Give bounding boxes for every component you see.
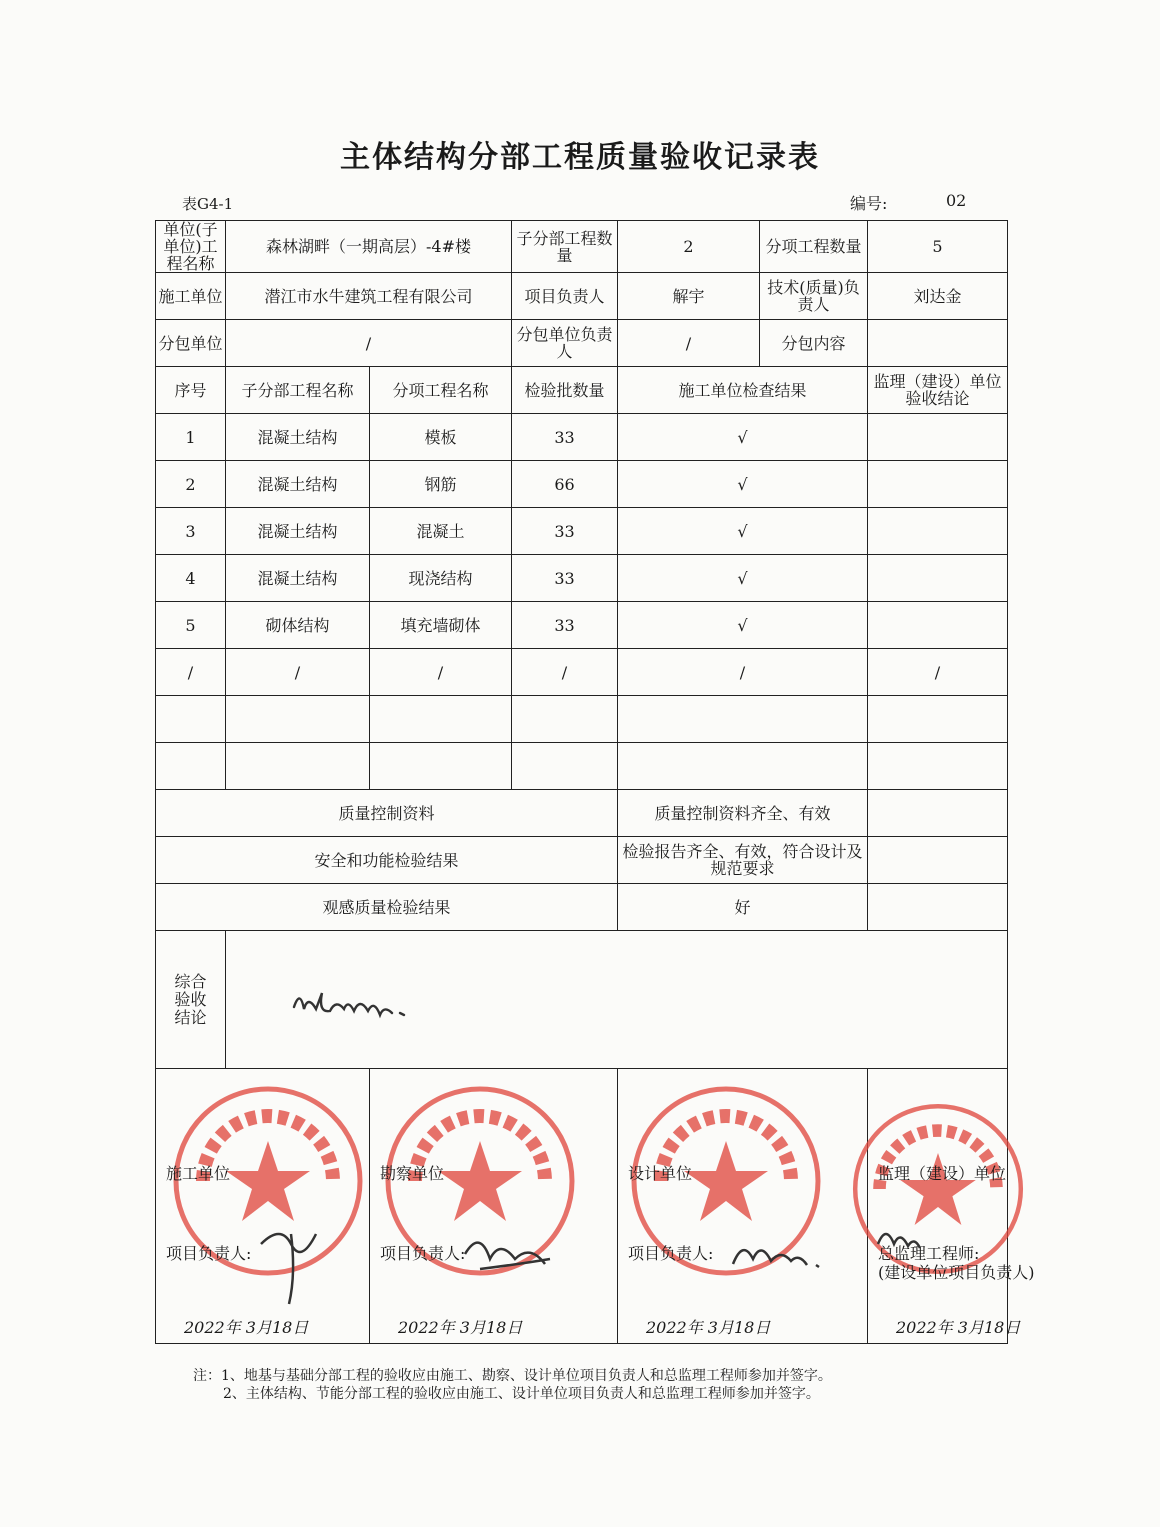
row-item: 模板 bbox=[370, 414, 512, 461]
tech-leader-label: 技术(质量)负责人 bbox=[760, 273, 868, 320]
acceptance-table bbox=[155, 220, 1035, 1344]
row-item bbox=[370, 743, 512, 790]
conclusion-row bbox=[156, 931, 1008, 1069]
row-sub-division: / bbox=[226, 649, 370, 696]
row-result: / bbox=[618, 649, 868, 696]
handwritten-conclusion-signature bbox=[284, 977, 484, 1027]
row-sub-division: 混凝土结构 bbox=[226, 414, 370, 461]
table-row bbox=[156, 696, 1008, 743]
row-item: 填充墙砌体 bbox=[370, 602, 512, 649]
row-conclusion bbox=[868, 461, 1008, 508]
row-sub-division: 混凝土结构 bbox=[226, 555, 370, 602]
subcontract-content-label: 分包内容 bbox=[760, 320, 868, 367]
row-batches: 66 bbox=[512, 461, 618, 508]
table-row bbox=[156, 602, 1008, 649]
table-row bbox=[156, 555, 1008, 602]
col-header-batches: 检验批数量 bbox=[512, 367, 618, 414]
row-no: / bbox=[156, 649, 226, 696]
page-title: 主体结构分部工程质量验收记录表 bbox=[340, 140, 820, 175]
table-row bbox=[156, 649, 1008, 696]
construction-unit-value: 潜江市水牛建筑工程有限公司 bbox=[226, 273, 512, 320]
row-item: 钢筋 bbox=[370, 461, 512, 508]
col-header-result: 施工单位检查结果 bbox=[618, 367, 868, 414]
signature-supervision bbox=[868, 1069, 1035, 1344]
header-row-project bbox=[156, 221, 1008, 273]
construction-signature-scrawl bbox=[251, 1204, 341, 1314]
row-item: 混凝土 bbox=[370, 508, 512, 555]
project-leader-value: 解宇 bbox=[618, 273, 760, 320]
row-conclusion: / bbox=[868, 649, 1008, 696]
role-survey: 勘察单位 bbox=[380, 1164, 445, 1183]
subcontract-leader-label: 分包单位负责人 bbox=[512, 320, 618, 367]
date-supervision: 2022年 3月18日 bbox=[896, 1318, 1021, 1337]
row-no: 2 bbox=[156, 461, 226, 508]
row-result bbox=[618, 743, 868, 790]
column-header-row bbox=[156, 367, 1008, 414]
signature-row bbox=[156, 1069, 1008, 1344]
resp-design: 项目负责人: bbox=[628, 1244, 714, 1263]
supervision-signature-scrawl bbox=[868, 1214, 928, 1264]
row-no: 4 bbox=[156, 555, 226, 602]
row-batches: 33 bbox=[512, 555, 618, 602]
footnote-2: 2、主体结构、节能分部工程的验收应由施工、设计单位项目负责人和总监理工程师参加并签字。 bbox=[223, 1386, 820, 1402]
conclusion-label-text: 综合验收结论 bbox=[174, 971, 207, 1027]
row-conclusion bbox=[868, 414, 1008, 461]
project-leader-label: 项目负责人 bbox=[512, 273, 618, 320]
date-construction: 2022年 3月18日 bbox=[184, 1318, 309, 1337]
row-item: 现浇结构 bbox=[370, 555, 512, 602]
tech-leader-value: 刘达金 bbox=[868, 273, 1008, 320]
survey-signature-scrawl bbox=[460, 1224, 570, 1284]
role-supervision: 监理（建设）单位 bbox=[878, 1164, 1007, 1183]
quality-label: 质量控制资料 bbox=[156, 790, 618, 837]
row-result: √ bbox=[618, 414, 868, 461]
row-result: √ bbox=[618, 461, 868, 508]
conclusion-label bbox=[156, 931, 226, 1069]
sub-item-count-value: 5 bbox=[868, 221, 1008, 273]
resp-supervision-line1: 总监理工程师: bbox=[878, 1244, 980, 1263]
resp-supervision-line2: (建设单位项目负责人) bbox=[878, 1263, 1035, 1282]
row-sub-division: 混凝土结构 bbox=[226, 508, 370, 555]
row-batches: 33 bbox=[512, 414, 618, 461]
row-sub-division bbox=[226, 696, 370, 743]
row-no bbox=[156, 743, 226, 790]
quality-row bbox=[156, 884, 1008, 931]
table-row bbox=[156, 461, 1008, 508]
row-no: 5 bbox=[156, 602, 226, 649]
form-code: 表G4-1 bbox=[182, 195, 234, 213]
unit-project-value: 森林湖畔（一期高层）-4#楼 bbox=[226, 221, 512, 273]
conclusion-content bbox=[226, 931, 1008, 1069]
sub-item-count-label: 分项工程数量 bbox=[760, 221, 868, 273]
row-batches: 33 bbox=[512, 602, 618, 649]
quality-row bbox=[156, 837, 1008, 884]
col-header-conclusion: 监理（建设）单位验收结论 bbox=[868, 367, 1008, 414]
row-batches: / bbox=[512, 649, 618, 696]
serial-value: 02 bbox=[946, 191, 967, 210]
row-sub-division: 混凝土结构 bbox=[226, 461, 370, 508]
col-header-item: 分项工程名称 bbox=[370, 367, 512, 414]
subcontract-unit-label: 分包单位 bbox=[156, 320, 226, 367]
table-row bbox=[156, 414, 1008, 461]
date-survey: 2022年 3月18日 bbox=[398, 1318, 523, 1337]
quality-result: 好 bbox=[618, 884, 868, 931]
row-result: √ bbox=[618, 555, 868, 602]
signature-construction bbox=[156, 1069, 370, 1344]
row-result: √ bbox=[618, 508, 868, 555]
footnote-1: 注：1、地基与基础分部工程的验收应由施工、勘察、设计单位项目负责人和总监理工程师参加并签字。 bbox=[193, 1368, 832, 1384]
col-header-no: 序号 bbox=[156, 367, 226, 414]
quality-conclusion bbox=[868, 884, 1008, 931]
sub-division-count-label: 子分部工程数量 bbox=[512, 221, 618, 273]
row-sub-division bbox=[226, 743, 370, 790]
subcontract-unit-value: / bbox=[226, 320, 512, 367]
role-design: 设计单位 bbox=[628, 1164, 693, 1183]
row-no bbox=[156, 696, 226, 743]
role-construction: 施工单位 bbox=[166, 1164, 231, 1183]
row-no: 3 bbox=[156, 508, 226, 555]
sub-division-count-value: 2 bbox=[618, 221, 760, 273]
unit-project-label: 单位(子单位)工程名称 bbox=[156, 221, 226, 273]
quality-label: 安全和功能检验结果 bbox=[156, 837, 618, 884]
row-conclusion bbox=[868, 602, 1008, 649]
row-conclusion bbox=[868, 555, 1008, 602]
col-header-sub-division: 子分部工程名称 bbox=[226, 367, 370, 414]
table-row bbox=[156, 508, 1008, 555]
row-batches bbox=[512, 743, 618, 790]
quality-label: 观感质量检验结果 bbox=[156, 884, 618, 931]
construction-unit-label: 施工单位 bbox=[156, 273, 226, 320]
row-conclusion bbox=[868, 696, 1008, 743]
resp-survey: 项目负责人: bbox=[380, 1244, 466, 1263]
signature-survey bbox=[370, 1069, 618, 1344]
quality-conclusion bbox=[868, 790, 1008, 837]
subcontract-leader-value: / bbox=[618, 320, 760, 367]
row-batches: 33 bbox=[512, 508, 618, 555]
row-sub-division: 砌体结构 bbox=[226, 602, 370, 649]
subcontract-content-value bbox=[868, 320, 1008, 367]
row-item bbox=[370, 696, 512, 743]
quality-result: 质量控制资料齐全、有效 bbox=[618, 790, 868, 837]
signature-design bbox=[618, 1069, 868, 1344]
quality-result: 检验报告齐全、有效，符合设计及规范要求 bbox=[618, 837, 868, 884]
date-design: 2022年 3月18日 bbox=[646, 1318, 771, 1337]
row-conclusion bbox=[868, 743, 1008, 790]
row-item: / bbox=[370, 649, 512, 696]
row-conclusion bbox=[868, 508, 1008, 555]
table-row bbox=[156, 743, 1008, 790]
row-result bbox=[618, 696, 868, 743]
resp-construction: 项目负责人: bbox=[166, 1244, 252, 1263]
row-no: 1 bbox=[156, 414, 226, 461]
row-batches bbox=[512, 696, 618, 743]
row-result: √ bbox=[618, 602, 868, 649]
serial-label: 编号: bbox=[850, 194, 888, 213]
header-row-subcontract bbox=[156, 320, 1008, 367]
quality-conclusion bbox=[868, 837, 1008, 884]
footnotes bbox=[193, 1367, 832, 1403]
header-row-construction bbox=[156, 273, 1008, 320]
design-signature-scrawl bbox=[728, 1229, 828, 1279]
quality-row bbox=[156, 790, 1008, 837]
